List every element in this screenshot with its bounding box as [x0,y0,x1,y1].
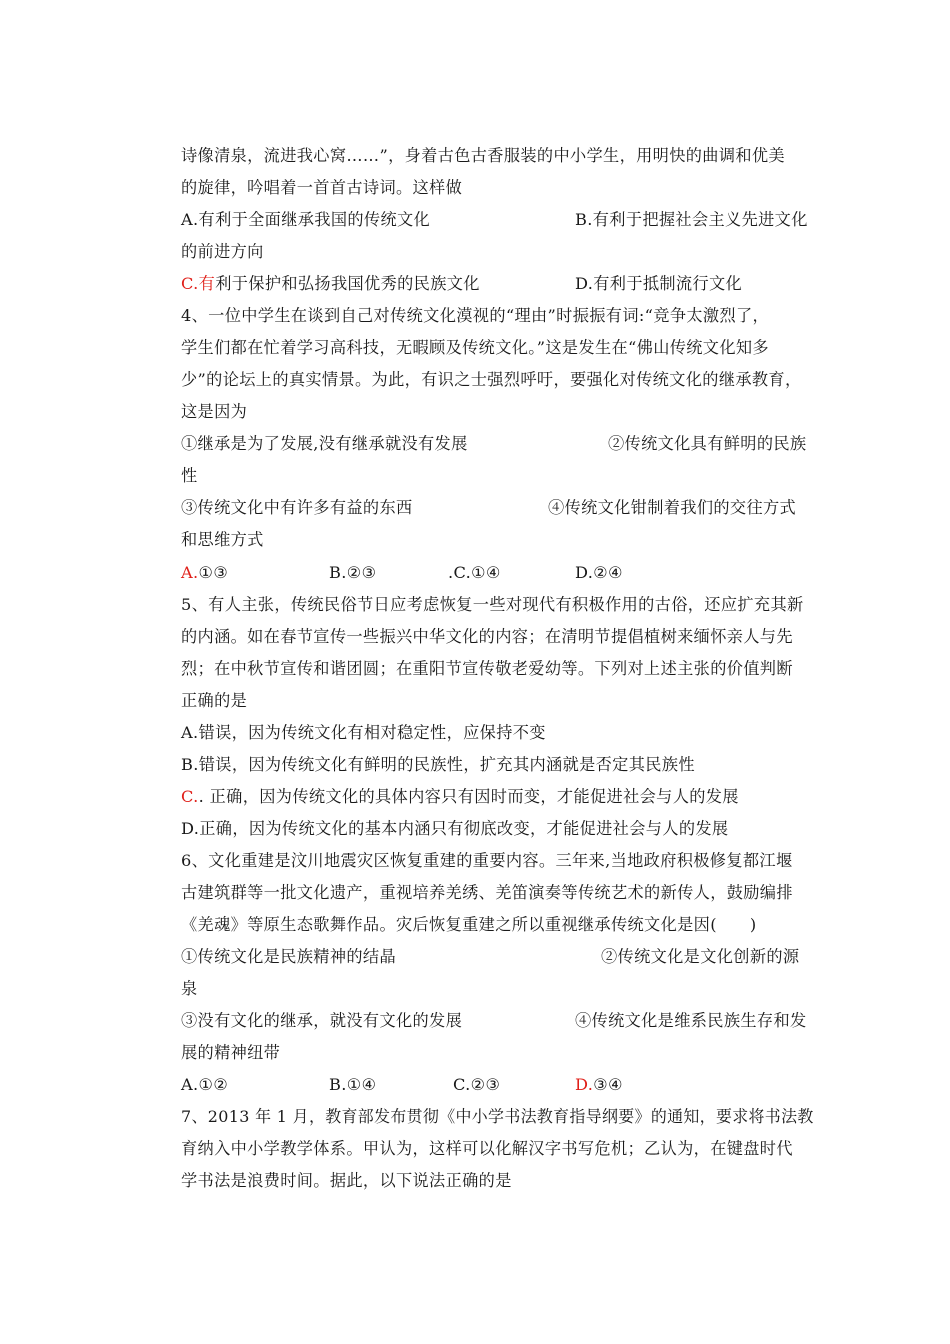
q5-stem-line: 烈；在中秋节宣传和谐团圆；在重阳节宣传敬老爱幼等。下列对上述主张的价值判断 [181,659,793,678]
q6-stem-line: 6、文化重建是汶川地震灾区恢复重建的重要内容。三年来,当地政府积极修复都江堰 [181,851,793,870]
q4-answer-d: D.②④ [575,563,623,582]
q6-item-2-cont: 泉 [181,979,198,998]
q7-stem-line: 7、2013 年 1 月，教育部发布贯彻《中小学书法教育指导纲要》的通知，要求将书法教 [181,1107,814,1126]
q3-option-b-cont: 的前进方向 [181,242,264,261]
q4-stem-line: 4、一位中学生在谈到自己对传统文化漠视的“理由”时振振有词:“竞争太激烈了， [181,306,770,325]
q6-stem-line: 古建筑群等一批文化遗产，重视培养羌绣、羌笛演奏等传统艺术的新传人，鼓励编排 [181,883,793,902]
q4-item-4-cont: 和思维方式 [181,530,264,549]
answer-marker: A. [181,563,199,582]
q3-option-c [181,274,480,294]
answer-marker: D. [575,1075,594,1094]
q5-option-a: A.错误，因为传统文化有相对稳定性，应保持不变 [181,723,546,742]
q4-item-4: ④传统文化钳制着我们的交往方式 [548,498,797,517]
answer-marker: C.有 [181,274,216,293]
q3-stem-line: 的旋律，吟唱着一首首古诗词。这样做 [181,178,463,197]
q4-answer-a [181,563,228,583]
q3-stem-line: 诗像清泉，流进我心窝……”，身着古色古香服装的中小学生，用明快的曲调和优美 [181,146,785,165]
q5-option-c-text: . 正确，因为传统文化的具体内容只有因时而变，才能促进社会与人的发展 [198,787,739,806]
q4-item-3: ③传统文化中有许多有益的东西 [181,498,413,517]
q6-item-4: ④传统文化是维系民族生存和发 [575,1011,807,1030]
q4-answer-a-text: ①③ [198,563,229,582]
q5-option-d: D.正确，因为传统文化的基本内涵只有彻底改变，才能促进社会与人的发展 [181,819,729,838]
q4-stem-line: 少”的论坛上的真实情景。为此，有识之士强烈呼吁，要强化对传统文化的继承教育， [181,370,802,389]
q4-item-2: ②传统文化具有鲜明的民族 [608,434,807,453]
q6-item-3: ③没有文化的继承，就没有文化的发展 [181,1011,463,1030]
q6-answer-b: B.①④ [329,1075,377,1094]
q6-stem-line: 《羌魂》等原生态歌舞作品。灾后恢复重建之所以重视继承传统文化是因( ) [181,915,757,934]
q5-stem-line: 5、有人主张，传统民俗节日应考虑恢复一些对现代有积极作用的古俗，还应扩充其新 [181,595,804,614]
q3-option-b: B.有利于把握社会主义先进文化 [575,210,808,229]
q6-answer-a: A.①② [181,1075,229,1094]
q5-option-b: B.错误，因为传统文化有鲜明的民族性，扩充其内涵就是否定其民族性 [181,755,695,774]
q7-stem-line: 学书法是浪费时间。据此，以下说法正确的是 [181,1171,512,1190]
q5-option-c [181,787,739,807]
q3-option-c-text: 利于保护和弘扬我国优秀的民族文化 [215,274,480,293]
q6-answer-c: C.②③ [453,1075,501,1094]
q4-stem-line: 学生们都在忙着学习高科技，无暇顾及传统文化。”这是发生在“佛山传统文化知多 [181,338,769,357]
answer-marker: C. [181,787,199,806]
q4-item-1: ①继承是为了发展,没有继承就没有发展 [181,434,468,453]
q4-item-2-cont: 性 [181,466,198,485]
q6-answer-d-text: ③④ [593,1075,623,1094]
q6-answer-d [575,1075,623,1095]
q6-item-1: ①传统文化是民族精神的结晶 [181,947,396,966]
q4-answer-b: B.②③ [329,563,377,582]
q3-option-d: D.有利于抵制流行文化 [575,274,743,293]
q4-answer-c: .C.①④ [448,563,501,582]
q3-option-a: A.有利于全面继承我国的传统文化 [181,210,431,229]
q5-stem-line: 的内涵。如在春节宣传一些振兴中华文化的内容；在清明节提倡植树来缅怀亲人与先 [181,627,793,646]
q6-item-4-cont: 展的精神纽带 [181,1043,281,1062]
q4-stem-line: 这是因为 [181,402,248,421]
q5-stem-line: 正确的是 [181,691,248,710]
q6-item-2: ②传统文化是文化创新的源 [601,947,800,966]
q7-stem-line: 育纳入中小学教学体系。甲认为，这样可以化解汉字书写危机；乙认为，在键盘时代 [181,1139,793,1158]
